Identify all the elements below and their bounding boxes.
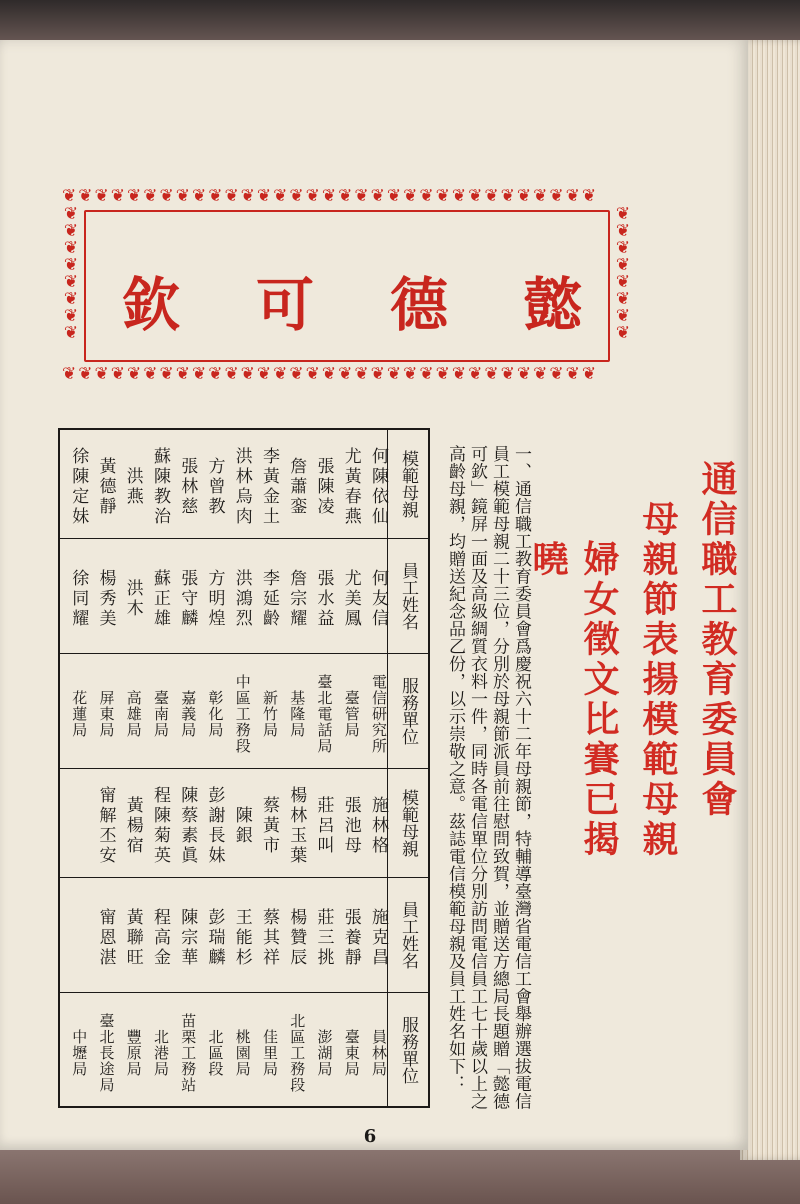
table-cell: 陳銀 xyxy=(231,806,252,846)
table-cell: 何陳依仙 xyxy=(368,447,388,527)
table-cell: 莊呂叫 xyxy=(313,796,334,856)
table-cell: 中壢局 xyxy=(70,1029,89,1077)
table-cell: 臺東局 xyxy=(342,1029,361,1077)
table-cell: 張林慈 xyxy=(177,457,198,517)
mother-band xyxy=(60,769,387,877)
table-cell: 蘇陳教治 xyxy=(150,447,170,527)
table-cell: 王能杉 xyxy=(231,908,252,968)
table-cell: 基隆局 xyxy=(288,690,307,738)
table-columns xyxy=(60,430,387,768)
intro-paragraph: 一、通信職工教育委員會爲慶祝六十二年母親節，特輔導臺灣省電信工會舉辦選拔電信員工模範母親二十三位，分別於母親節派員前往慰問致賀，並贈送方總局長題贈「懿德可欽」鏡屏一面及高級綢質衣料一件，同時各電信單位分別訪問電信員工七十歲以上之高齡母親，均贈送紀念品乙份，以示崇敬之意。茲誌電信模範母親及員工姓名如下： xyxy=(445,445,531,1110)
table-cell: 詹蕭銮 xyxy=(286,457,307,517)
table-cell: 張養靜 xyxy=(340,908,361,968)
title-ornamental-frame xyxy=(62,188,632,384)
title-char: 懿 xyxy=(523,271,582,339)
article-headline xyxy=(527,460,742,880)
ornament-border-right: ❦ ❦ ❦ ❦ ❦ ❦ ❦ ❦ xyxy=(615,206,631,343)
book-page xyxy=(0,40,748,1150)
book-page-edges xyxy=(740,40,800,1160)
table-cell: 甯解丕安 xyxy=(95,786,116,866)
table-cell: 程高金 xyxy=(150,908,170,968)
table-cell: 員林局 xyxy=(370,1029,388,1077)
header-employee: 員工姓名 xyxy=(388,877,428,992)
table-cell: 臺北長途局 xyxy=(97,1013,116,1093)
table-cell: 佳里局 xyxy=(261,1029,279,1077)
mother-band xyxy=(60,430,387,538)
ornament-border-bottom: ❦❦❦❦❦❦❦❦❦❦❦❦❦❦❦❦❦❦❦❦❦❦❦❦❦❦❦❦❦❦❦❦❦ xyxy=(62,366,599,384)
header-mother: 模範母親 xyxy=(398,789,418,857)
table-cell: 屏東局 xyxy=(97,690,116,738)
table-block-2 xyxy=(60,768,428,1107)
headline-line: 通信職工教育委員會 xyxy=(696,460,737,820)
table-cell: 楊贊辰 xyxy=(286,908,307,968)
backdrop-top xyxy=(0,0,800,45)
employee-band xyxy=(60,538,387,653)
table-cell: 黃聯旺 xyxy=(122,908,143,968)
table-cell: 張池母 xyxy=(340,796,361,856)
table-cell: 北區段 xyxy=(206,1029,225,1077)
table-cell: 中區工務段 xyxy=(233,674,252,754)
table-cell: 黃楊宿 xyxy=(122,796,143,856)
table-cell: 詹宗耀 xyxy=(286,569,307,629)
table-cell: 桃園局 xyxy=(233,1029,252,1077)
table-cell: 李黃金土 xyxy=(259,447,279,527)
ornament-border-top: ❦❦❦❦❦❦❦❦❦❦❦❦❦❦❦❦❦❦❦❦❦❦❦❦❦❦❦❦❦❦❦❦❦ xyxy=(62,188,599,206)
table-cell: 高雄局 xyxy=(124,690,143,738)
table-cell: 臺南局 xyxy=(152,690,170,738)
table-cell: 蔡黃市 xyxy=(259,796,279,856)
table-cell: 尤美鳳 xyxy=(340,569,361,629)
employee-band xyxy=(60,877,387,992)
title-char: 德 xyxy=(389,271,448,339)
table-cell: 彭瑞麟 xyxy=(204,908,225,968)
table-cell: 何友信 xyxy=(368,569,388,629)
table-cell: 施林格 xyxy=(368,796,388,856)
table-cell: 徐同耀 xyxy=(68,569,89,629)
table-cell: 北區工務段 xyxy=(288,1013,307,1093)
table-cell: 施克昌 xyxy=(368,908,388,968)
table-cell: 洪燕 xyxy=(122,467,143,507)
table-cell xyxy=(60,769,87,877)
table-cell: 陳蔡素眞 xyxy=(177,786,198,866)
table-cell: 李延齡 xyxy=(259,569,279,629)
table-cell: 黃德靜 xyxy=(95,457,116,517)
table-cell: 花蓮局 xyxy=(70,690,89,738)
headline-line: 母親節表揚模範母親 xyxy=(637,500,678,860)
headline-line: 婦女徵文比賽已揭曉 xyxy=(527,540,619,860)
table-cell: 蔡其祥 xyxy=(259,908,279,968)
table-cell: 張陳凌 xyxy=(313,457,334,517)
table-cell: 徐陳定妹 xyxy=(68,447,89,527)
honoree-table xyxy=(58,428,430,1108)
table-cell: 洪鴻烈 xyxy=(231,569,252,629)
table-block-1 xyxy=(60,430,428,768)
table-cell: 臺管局 xyxy=(342,690,361,738)
title-char: 可 xyxy=(255,271,314,339)
table-columns xyxy=(60,769,387,1107)
table-cell: 程陳菊英 xyxy=(150,786,170,866)
table-cell: 莊三挑 xyxy=(313,908,334,968)
table-cell xyxy=(60,878,87,992)
unit-band xyxy=(60,653,387,768)
table-cell: 張水益 xyxy=(313,569,334,629)
page-title xyxy=(122,260,582,340)
table-cell: 楊秀美 xyxy=(95,569,116,629)
table-cell: 方曾教 xyxy=(204,457,225,517)
table-header-column xyxy=(387,769,428,1107)
table-header-column xyxy=(387,430,428,768)
table-cell: 新竹局 xyxy=(261,690,279,738)
table-cell: 陳宗華 xyxy=(177,908,198,968)
unit-band xyxy=(60,992,387,1107)
table-cell: 蘇正雄 xyxy=(150,569,170,629)
table-cell: 豐原局 xyxy=(124,1029,143,1077)
header-mother: 模範母親 xyxy=(398,450,418,518)
table-cell: 澎湖局 xyxy=(315,1029,334,1077)
ornament-border-left: ❦ ❦ ❦ ❦ ❦ ❦ ❦ ❦ xyxy=(63,206,79,343)
table-cell: 北港局 xyxy=(152,1029,170,1077)
table-cell: 尤黃春燕 xyxy=(340,447,361,527)
table-cell: 楊林玉葉 xyxy=(286,786,307,866)
table-cell: 苗栗工務站 xyxy=(179,1013,198,1093)
table-cell: 洪林烏肉 xyxy=(231,447,252,527)
header-unit: 服務單位 xyxy=(388,653,428,768)
page-number: 6 xyxy=(363,1126,377,1147)
table-cell: 方明煌 xyxy=(204,569,225,629)
table-cell: 洪木 xyxy=(122,579,143,619)
table-cell: 張守麟 xyxy=(177,569,198,629)
header-unit: 服務單位 xyxy=(388,992,428,1107)
table-cell: 嘉義局 xyxy=(179,690,198,738)
table-cell: 臺北電話局 xyxy=(315,674,334,754)
title-char: 欽 xyxy=(122,271,181,339)
table-cell: 甯恩湛 xyxy=(95,908,116,968)
table-cell: 彰化局 xyxy=(206,690,225,738)
table-cell: 電信研究所 xyxy=(370,674,388,754)
backdrop-bottom xyxy=(0,1150,800,1204)
header-employee: 員工姓名 xyxy=(388,538,428,653)
table-cell: 彭謝長妹 xyxy=(204,786,225,866)
